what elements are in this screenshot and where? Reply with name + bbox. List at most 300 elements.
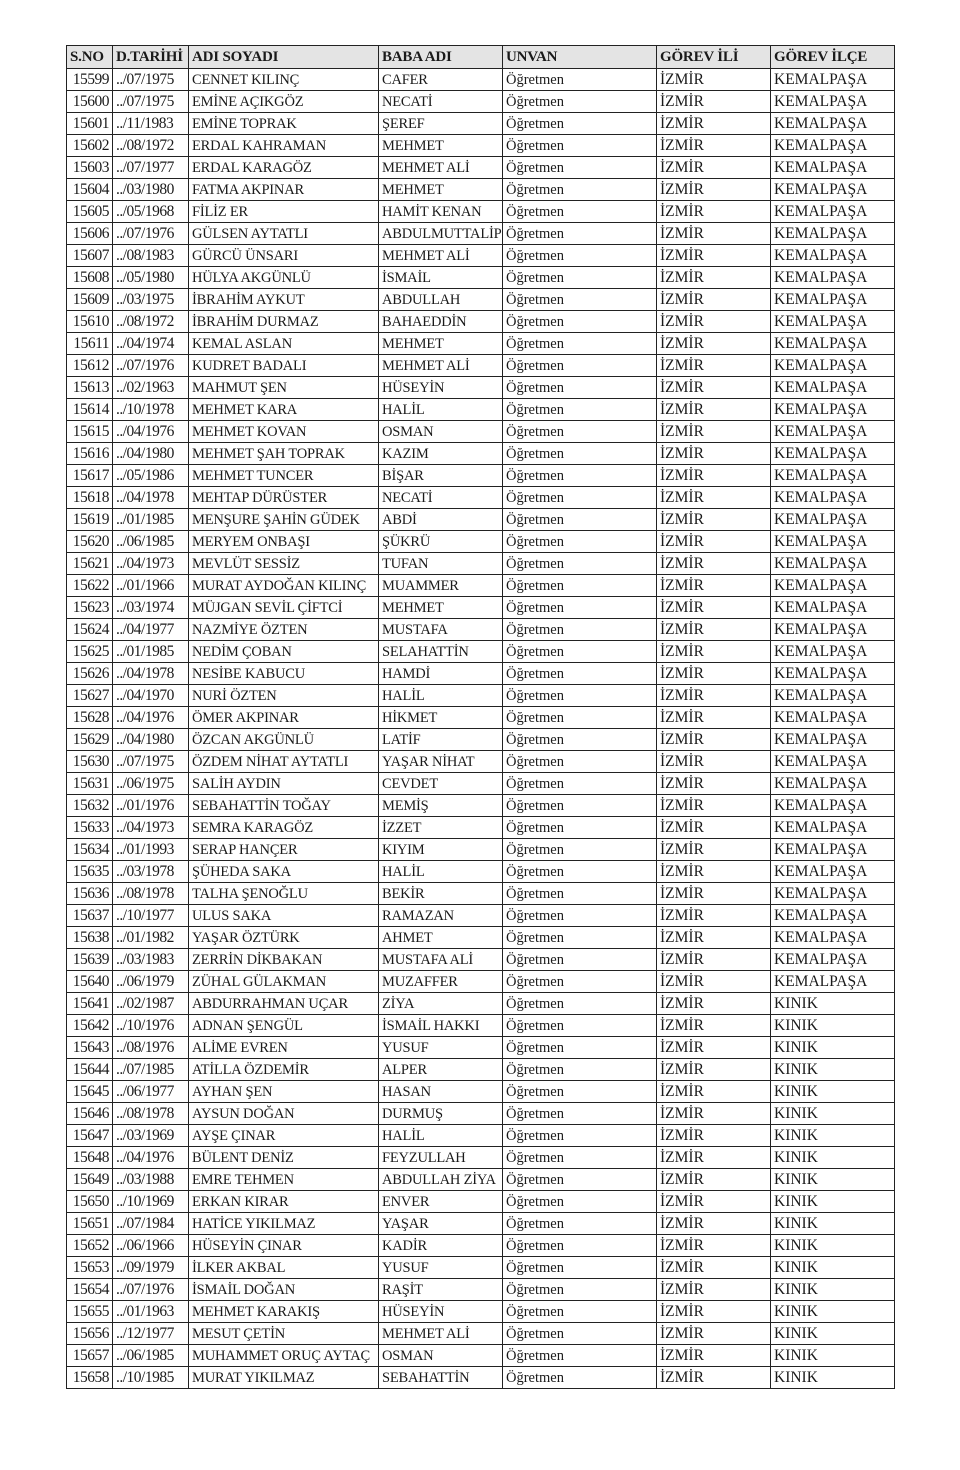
- cell-father-name: MUSTAFA: [379, 619, 503, 641]
- cell-father-name: HALİL: [379, 399, 503, 421]
- cell-sno: 15606: [67, 223, 113, 245]
- cell-district: KINIK: [771, 1279, 895, 1301]
- cell-district: KEMALPAŞA: [771, 289, 895, 311]
- cell-date: ../12/1977: [113, 1323, 189, 1345]
- table-row: [67, 267, 895, 289]
- cell-title: Öğretmen: [503, 1015, 657, 1037]
- cell-district: KEMALPAŞA: [771, 553, 895, 575]
- cell-father-name: KADİR: [379, 1235, 503, 1257]
- cell-district: KINIK: [771, 1169, 895, 1191]
- cell-father-name: CEVDET: [379, 773, 503, 795]
- cell-city: İZMİR: [657, 1103, 771, 1125]
- cell-city: İZMİR: [657, 905, 771, 927]
- cell-name: AYŞE ÇINAR: [189, 1125, 379, 1147]
- cell-district: KINIK: [771, 1037, 895, 1059]
- cell-sno: 15600: [67, 91, 113, 113]
- table-row: [67, 355, 895, 377]
- cell-name: İLKER AKBAL: [189, 1257, 379, 1279]
- table-row: [67, 1081, 895, 1103]
- cell-name: EMİNE TOPRAK: [189, 113, 379, 135]
- cell-city: İZMİR: [657, 861, 771, 883]
- cell-date: ../03/1978: [113, 861, 189, 883]
- cell-title: Öğretmen: [503, 641, 657, 663]
- table-row: [67, 641, 895, 663]
- cell-district: KINIK: [771, 1125, 895, 1147]
- cell-city: İZMİR: [657, 839, 771, 861]
- cell-title: Öğretmen: [503, 245, 657, 267]
- cell-name: NAZMİYE ÖZTEN: [189, 619, 379, 641]
- table-row: [67, 553, 895, 575]
- cell-date: ../07/1977: [113, 157, 189, 179]
- table-row: [67, 201, 895, 223]
- cell-sno: 15623: [67, 597, 113, 619]
- cell-title: Öğretmen: [503, 443, 657, 465]
- cell-name: YAŞAR ÖZTÜRK: [189, 927, 379, 949]
- cell-father-name: ALPER: [379, 1059, 503, 1081]
- cell-city: İZMİR: [657, 619, 771, 641]
- cell-name: HÜSEYİN ÇINAR: [189, 1235, 379, 1257]
- cell-district: KINIK: [771, 1059, 895, 1081]
- cell-city: İZMİR: [657, 575, 771, 597]
- cell-district: KEMALPAŞA: [771, 663, 895, 685]
- cell-city: İZMİR: [657, 597, 771, 619]
- cell-district: KEMALPAŞA: [771, 487, 895, 509]
- cell-title: Öğretmen: [503, 971, 657, 993]
- cell-title: Öğretmen: [503, 1367, 657, 1389]
- table-row: [67, 597, 895, 619]
- table-row: [67, 509, 895, 531]
- cell-title: Öğretmen: [503, 949, 657, 971]
- cell-district: KEMALPAŞA: [771, 267, 895, 289]
- cell-district: KEMALPAŞA: [771, 135, 895, 157]
- cell-district: KEMALPAŞA: [771, 707, 895, 729]
- cell-sno: 15609: [67, 289, 113, 311]
- table-row: [67, 333, 895, 355]
- cell-father-name: MEHMET: [379, 135, 503, 157]
- cell-title: Öğretmen: [503, 1279, 657, 1301]
- cell-city: İZMİR: [657, 1213, 771, 1235]
- cell-district: KEMALPAŞA: [771, 619, 895, 641]
- table-row: [67, 1257, 895, 1279]
- cell-father-name: RAŞİT: [379, 1279, 503, 1301]
- table-row: [67, 113, 895, 135]
- cell-title: Öğretmen: [503, 927, 657, 949]
- cell-date: ../01/1976: [113, 795, 189, 817]
- cell-sno: 15637: [67, 905, 113, 927]
- cell-title: Öğretmen: [503, 751, 657, 773]
- cell-name: İBRAHİM DURMAZ: [189, 311, 379, 333]
- cell-sno: 15603: [67, 157, 113, 179]
- cell-father-name: HÜSEYİN: [379, 1301, 503, 1323]
- cell-title: Öğretmen: [503, 1213, 657, 1235]
- cell-title: Öğretmen: [503, 69, 657, 91]
- cell-city: İZMİR: [657, 421, 771, 443]
- cell-name: ERDAL KAHRAMAN: [189, 135, 379, 157]
- cell-city: İZMİR: [657, 1147, 771, 1169]
- cell-district: KEMALPAŞA: [771, 971, 895, 993]
- cell-district: KEMALPAŞA: [771, 465, 895, 487]
- cell-date: ../07/1976: [113, 223, 189, 245]
- cell-name: SERAP HANÇER: [189, 839, 379, 861]
- cell-date: ../03/1975: [113, 289, 189, 311]
- cell-sno: 15639: [67, 949, 113, 971]
- table-row: [67, 487, 895, 509]
- cell-district: KEMALPAŞA: [771, 883, 895, 905]
- table-row: [67, 1059, 895, 1081]
- cell-title: Öğretmen: [503, 1301, 657, 1323]
- cell-sno: 15635: [67, 861, 113, 883]
- cell-title: Öğretmen: [503, 201, 657, 223]
- cell-sno: 15647: [67, 1125, 113, 1147]
- cell-date: ../04/1973: [113, 817, 189, 839]
- cell-title: Öğretmen: [503, 113, 657, 135]
- cell-date: ../10/1978: [113, 399, 189, 421]
- cell-date: ../05/1986: [113, 465, 189, 487]
- cell-title: Öğretmen: [503, 179, 657, 201]
- cell-date: ../09/1979: [113, 1257, 189, 1279]
- cell-title: Öğretmen: [503, 509, 657, 531]
- cell-city: İZMİR: [657, 553, 771, 575]
- table-row: [67, 91, 895, 113]
- cell-father-name: HASAN: [379, 1081, 503, 1103]
- cell-father-name: ENVER: [379, 1191, 503, 1213]
- cell-title: Öğretmen: [503, 1059, 657, 1081]
- table-row: [67, 1301, 895, 1323]
- cell-title: Öğretmen: [503, 883, 657, 905]
- cell-title: Öğretmen: [503, 685, 657, 707]
- cell-title: Öğretmen: [503, 861, 657, 883]
- table-row: [67, 223, 895, 245]
- cell-sno: 15657: [67, 1345, 113, 1367]
- cell-district: KINIK: [771, 1235, 895, 1257]
- cell-district: KEMALPAŞA: [771, 751, 895, 773]
- cell-name: ŞÜHEDA SAKA: [189, 861, 379, 883]
- cell-district: KEMALPAŞA: [771, 91, 895, 113]
- cell-sno: 15658: [67, 1367, 113, 1389]
- column-header-city: GÖREV İLİ: [657, 46, 771, 69]
- cell-city: İZMİR: [657, 113, 771, 135]
- table-row: [67, 465, 895, 487]
- cell-city: İZMİR: [657, 949, 771, 971]
- cell-father-name: OSMAN: [379, 421, 503, 443]
- cell-sno: 15654: [67, 1279, 113, 1301]
- cell-city: İZMİR: [657, 223, 771, 245]
- cell-name: ULUS SAKA: [189, 905, 379, 927]
- cell-city: İZMİR: [657, 377, 771, 399]
- cell-sno: 15608: [67, 267, 113, 289]
- cell-name: TALHA ŞENOĞLU: [189, 883, 379, 905]
- cell-title: Öğretmen: [503, 1125, 657, 1147]
- cell-district: KEMALPAŞA: [771, 113, 895, 135]
- table-row: [67, 619, 895, 641]
- cell-title: Öğretmen: [503, 333, 657, 355]
- cell-district: KEMALPAŞA: [771, 905, 895, 927]
- cell-city: İZMİR: [657, 817, 771, 839]
- cell-date: ../02/1963: [113, 377, 189, 399]
- cell-date: ../07/1975: [113, 751, 189, 773]
- cell-sno: 15601: [67, 113, 113, 135]
- cell-father-name: MEHMET ALİ: [379, 245, 503, 267]
- cell-city: İZMİR: [657, 509, 771, 531]
- cell-date: ../04/1976: [113, 707, 189, 729]
- cell-father-name: RAMAZAN: [379, 905, 503, 927]
- cell-father-name: MEHMET: [379, 597, 503, 619]
- table-row: [67, 1213, 895, 1235]
- cell-sno: 15652: [67, 1235, 113, 1257]
- cell-title: Öğretmen: [503, 1235, 657, 1257]
- cell-city: İZMİR: [657, 1037, 771, 1059]
- cell-father-name: İSMAİL HAKKI: [379, 1015, 503, 1037]
- cell-name: ERDAL KARAGÖZ: [189, 157, 379, 179]
- cell-city: İZMİR: [657, 465, 771, 487]
- table-row: [67, 531, 895, 553]
- table-row: [67, 443, 895, 465]
- cell-district: KEMALPAŞA: [771, 597, 895, 619]
- cell-district: KEMALPAŞA: [771, 355, 895, 377]
- cell-sno: 15617: [67, 465, 113, 487]
- cell-sno: 15604: [67, 179, 113, 201]
- cell-city: İZMİR: [657, 1257, 771, 1279]
- cell-name: ZÜHAL GÜLAKMAN: [189, 971, 379, 993]
- cell-sno: 15643: [67, 1037, 113, 1059]
- cell-district: KEMALPAŞA: [771, 531, 895, 553]
- cell-city: İZMİR: [657, 1301, 771, 1323]
- table-row: [67, 1235, 895, 1257]
- cell-district: KEMALPAŞA: [771, 839, 895, 861]
- cell-father-name: MEHMET: [379, 179, 503, 201]
- cell-title: Öğretmen: [503, 1191, 657, 1213]
- cell-city: İZMİR: [657, 135, 771, 157]
- cell-date: ../06/1985: [113, 531, 189, 553]
- table-row: [67, 289, 895, 311]
- cell-city: İZMİR: [657, 531, 771, 553]
- cell-name: ADNAN ŞENGÜL: [189, 1015, 379, 1037]
- cell-father-name: LATİF: [379, 729, 503, 751]
- cell-name: ZERRİN DİKBAKAN: [189, 949, 379, 971]
- cell-date: ../04/1974: [113, 333, 189, 355]
- cell-father-name: MEHMET ALİ: [379, 157, 503, 179]
- cell-father-name: TUFAN: [379, 553, 503, 575]
- cell-sno: 15602: [67, 135, 113, 157]
- cell-city: İZMİR: [657, 1081, 771, 1103]
- cell-date: ../01/1966: [113, 575, 189, 597]
- cell-date: ../01/1982: [113, 927, 189, 949]
- cell-name: MENŞURE ŞAHİN GÜDEK: [189, 509, 379, 531]
- cell-date: ../04/1976: [113, 1147, 189, 1169]
- cell-date: ../08/1972: [113, 311, 189, 333]
- cell-district: KEMALPAŞA: [771, 685, 895, 707]
- cell-city: İZMİR: [657, 1191, 771, 1213]
- cell-date: ../08/1972: [113, 135, 189, 157]
- cell-title: Öğretmen: [503, 487, 657, 509]
- cell-sno: 15629: [67, 729, 113, 751]
- table-row: [67, 839, 895, 861]
- cell-father-name: YUSUF: [379, 1257, 503, 1279]
- table-row: [67, 905, 895, 927]
- cell-district: KEMALPAŞA: [771, 69, 895, 91]
- cell-date: ../01/1985: [113, 509, 189, 531]
- cell-sno: 15633: [67, 817, 113, 839]
- cell-city: İZMİR: [657, 707, 771, 729]
- cell-father-name: ABDULLAH: [379, 289, 503, 311]
- cell-father-name: ABDULLAH ZİYA: [379, 1169, 503, 1191]
- table-row: [67, 421, 895, 443]
- cell-sno: 15613: [67, 377, 113, 399]
- cell-city: İZMİR: [657, 157, 771, 179]
- cell-name: ÖMER AKPINAR: [189, 707, 379, 729]
- cell-city: İZMİR: [657, 1279, 771, 1301]
- cell-city: İZMİR: [657, 751, 771, 773]
- cell-sno: 15599: [67, 69, 113, 91]
- cell-name: MEHTAP DÜRÜSTER: [189, 487, 379, 509]
- cell-name: KUDRET BADALI: [189, 355, 379, 377]
- cell-father-name: CAFER: [379, 69, 503, 91]
- cell-city: İZMİR: [657, 267, 771, 289]
- cell-father-name: SEBAHATTİN: [379, 1367, 503, 1389]
- cell-city: İZMİR: [657, 91, 771, 113]
- cell-title: Öğretmen: [503, 289, 657, 311]
- cell-title: Öğretmen: [503, 1257, 657, 1279]
- table-row: [67, 575, 895, 597]
- column-header-date: D.TARİHİ: [113, 46, 189, 69]
- cell-city: İZMİR: [657, 685, 771, 707]
- cell-city: İZMİR: [657, 1059, 771, 1081]
- cell-name: AYSUN DOĞAN: [189, 1103, 379, 1125]
- cell-father-name: ABDULMUTTALİP: [379, 223, 503, 245]
- table-row: [67, 883, 895, 905]
- cell-district: KEMALPAŞA: [771, 179, 895, 201]
- table-body: [67, 69, 895, 1389]
- cell-father-name: MUZAFFER: [379, 971, 503, 993]
- cell-date: ../07/1975: [113, 69, 189, 91]
- cell-sno: 15631: [67, 773, 113, 795]
- table-row: [67, 971, 895, 993]
- cell-date: ../04/1970: [113, 685, 189, 707]
- cell-father-name: İZZET: [379, 817, 503, 839]
- cell-city: İZMİR: [657, 1169, 771, 1191]
- cell-date: ../03/1969: [113, 1125, 189, 1147]
- cell-date: ../07/1985: [113, 1059, 189, 1081]
- cell-father-name: ŞEREF: [379, 113, 503, 135]
- cell-sno: 15610: [67, 311, 113, 333]
- cell-sno: 15622: [67, 575, 113, 597]
- cell-name: MÜJGAN SEVİL ÇİFTCİ: [189, 597, 379, 619]
- cell-title: Öğretmen: [503, 619, 657, 641]
- cell-father-name: FEYZULLAH: [379, 1147, 503, 1169]
- cell-name: HATİCE YIKILMAZ: [189, 1213, 379, 1235]
- cell-city: İZMİR: [657, 1323, 771, 1345]
- cell-district: KEMALPAŞA: [771, 311, 895, 333]
- cell-name: ALİME EVREN: [189, 1037, 379, 1059]
- cell-sno: 15646: [67, 1103, 113, 1125]
- cell-name: ABDURRAHMAN UÇAR: [189, 993, 379, 1015]
- cell-district: KEMALPAŞA: [771, 157, 895, 179]
- cell-sno: 15618: [67, 487, 113, 509]
- cell-date: ../08/1983: [113, 245, 189, 267]
- cell-father-name: HALİL: [379, 1125, 503, 1147]
- cell-city: İZMİR: [657, 641, 771, 663]
- cell-city: İZMİR: [657, 355, 771, 377]
- table-row: [67, 179, 895, 201]
- cell-city: İZMİR: [657, 1235, 771, 1257]
- cell-name: ÖZCAN AKGÜNLÜ: [189, 729, 379, 751]
- cell-title: Öğretmen: [503, 575, 657, 597]
- cell-date: ../05/1980: [113, 267, 189, 289]
- cell-sno: 15648: [67, 1147, 113, 1169]
- cell-city: İZMİR: [657, 289, 771, 311]
- column-header-sno: S.NO: [67, 46, 113, 69]
- cell-city: İZMİR: [657, 773, 771, 795]
- cell-father-name: HİKMET: [379, 707, 503, 729]
- cell-city: İZMİR: [657, 795, 771, 817]
- cell-title: Öğretmen: [503, 465, 657, 487]
- table-row: [67, 245, 895, 267]
- table-row: [67, 1323, 895, 1345]
- column-header-title: UNVAN: [503, 46, 657, 69]
- cell-date: ../01/1993: [113, 839, 189, 861]
- cell-district: KEMALPAŞA: [771, 201, 895, 223]
- cell-name: MEHMET TUNCER: [189, 465, 379, 487]
- cell-district: KINIK: [771, 1081, 895, 1103]
- cell-date: ../03/1974: [113, 597, 189, 619]
- cell-sno: 15640: [67, 971, 113, 993]
- cell-date: ../08/1978: [113, 1103, 189, 1125]
- cell-title: Öğretmen: [503, 553, 657, 575]
- cell-name: AYHAN ŞEN: [189, 1081, 379, 1103]
- cell-date: ../07/1976: [113, 355, 189, 377]
- cell-name: NURİ ÖZTEN: [189, 685, 379, 707]
- cell-district: KEMALPAŞA: [771, 333, 895, 355]
- cell-father-name: AHMET: [379, 927, 503, 949]
- cell-date: ../01/1963: [113, 1301, 189, 1323]
- cell-father-name: ZİYA: [379, 993, 503, 1015]
- table-row: [67, 795, 895, 817]
- column-header-name: ADI SOYADI: [189, 46, 379, 69]
- cell-district: KEMALPAŞA: [771, 641, 895, 663]
- cell-title: Öğretmen: [503, 905, 657, 927]
- cell-city: İZMİR: [657, 69, 771, 91]
- table-row: [67, 949, 895, 971]
- cell-sno: 15626: [67, 663, 113, 685]
- header-row: [67, 46, 895, 69]
- cell-date: ../04/1980: [113, 443, 189, 465]
- cell-father-name: BEKİR: [379, 883, 503, 905]
- cell-name: ATİLLA ÖZDEMİR: [189, 1059, 379, 1081]
- cell-date: ../04/1977: [113, 619, 189, 641]
- cell-name: GÜRCÜ ÜNSARI: [189, 245, 379, 267]
- cell-father-name: NECATİ: [379, 91, 503, 113]
- cell-name: SEMRA KARAGÖZ: [189, 817, 379, 839]
- cell-father-name: BİŞAR: [379, 465, 503, 487]
- cell-sno: 15621: [67, 553, 113, 575]
- cell-district: KINIK: [771, 1345, 895, 1367]
- cell-father-name: DURMUŞ: [379, 1103, 503, 1125]
- cell-father-name: OSMAN: [379, 1345, 503, 1367]
- cell-father-name: MEMİŞ: [379, 795, 503, 817]
- cell-name: MURAT AYDOĞAN KILINÇ: [189, 575, 379, 597]
- cell-city: İZMİR: [657, 487, 771, 509]
- cell-name: MERYEM ONBAŞI: [189, 531, 379, 553]
- cell-date: ../08/1978: [113, 883, 189, 905]
- cell-district: KEMALPAŞA: [771, 729, 895, 751]
- cell-father-name: HÜSEYİN: [379, 377, 503, 399]
- cell-name: EMRE TEHMEN: [189, 1169, 379, 1191]
- cell-name: İBRAHİM AYKUT: [189, 289, 379, 311]
- cell-district: KINIK: [771, 1323, 895, 1345]
- cell-name: FİLİZ ER: [189, 201, 379, 223]
- cell-father-name: MEHMET ALİ: [379, 355, 503, 377]
- cell-city: İZMİR: [657, 179, 771, 201]
